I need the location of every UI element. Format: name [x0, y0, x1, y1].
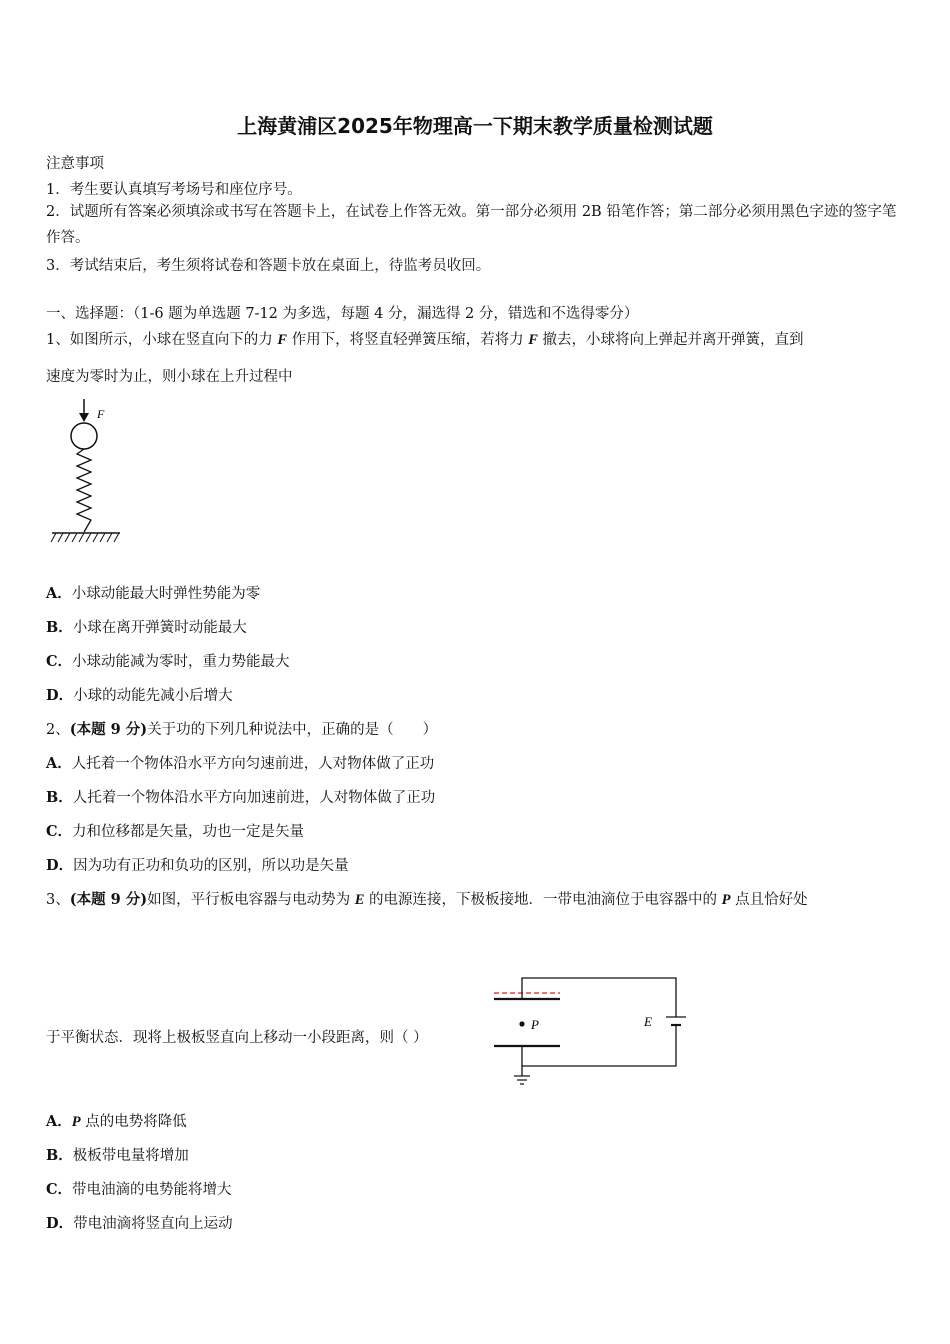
force-label: F — [97, 407, 105, 421]
q1-stem-line2: 速度为零时为止，则小球在上升过程中 — [46, 369, 293, 385]
exam-title: 上海黄浦区2025年物理高一下期末教学质量检测试题 — [237, 114, 713, 138]
q3-option-a[interactable]: A．P 点的电势将降低 — [46, 1113, 187, 1130]
oil-drop-icon — [519, 1021, 524, 1026]
ball-icon — [71, 423, 97, 449]
q1-option-d[interactable]: D．小球的动能先减小后增大 — [46, 687, 233, 704]
q1-stem-line1: 1、如图所示，小球在竖直向下的力 F 作用下，将竖直轻弹簧压缩，若将力 F 撤去，小球将向上弹起并离开弹簧，直到 — [46, 332, 804, 348]
q3-option-d[interactable]: D．带电油滴将竖直向上运动 — [46, 1215, 233, 1232]
ground-icon — [514, 1076, 530, 1084]
notice-item-1: 1．考生要认真填写考场号和座位序号。 — [46, 182, 302, 198]
q1-option-b[interactable]: B．小球在离开弹簧时动能最大 — [46, 619, 247, 636]
q1-option-a[interactable]: A．小球动能最大时弹性势能为零 — [46, 585, 261, 602]
section-heading: 一、选择题：（1-6 题为单选题 7-12 为多选，每题 4 分，漏选得 2 分，错选和不选得零分） — [46, 306, 639, 322]
q3-stem-line2: 于平衡状态．现将上极板竖直向上移动一小段距离，则（ ） — [46, 1030, 428, 1046]
notice-heading: 注意事项 — [46, 156, 104, 172]
notice-item-2: 2．试题所有答案必须填涂或书写在答题卡上，在试卷上作答无效。第一部分必须用 2B 铅笔作答；第二部分必须用黑色字迹的签字笔作答。 — [46, 204, 897, 246]
q3-option-c[interactable]: C．带电油滴的电势能将增大 — [46, 1181, 232, 1198]
q2-option-b[interactable]: B．人托着一个物体沿水平方向加速前进，人对物体做了正功 — [46, 789, 436, 806]
q3-stem-line1: 3、(本题 9 分)如图，平行板电容器与电动势为 E 的电源连接，下极板接地．一带电油滴位于电容器中的 P 点且恰好处 — [46, 891, 808, 908]
q3-option-b[interactable]: B．极板带电量将增加 — [46, 1147, 189, 1164]
q2-option-a[interactable]: A．人托着一个物体沿水平方向匀速前进，人对物体做了正功 — [46, 755, 435, 772]
notice-item-3: 3．考试结束后，考生须将试卷和答题卡放在桌面上，待监考员收回。 — [46, 258, 491, 274]
force-arrow-icon — [79, 413, 89, 422]
q2-stem: 2、(本题 9 分)关于功的下列几种说法中，正确的是（ ） — [46, 721, 438, 738]
point-p-label: P — [531, 1017, 539, 1032]
capacitor-circuit-figure — [488, 972, 698, 1090]
q1-option-c[interactable]: C．小球动能减为零时，重力势能最大 — [46, 653, 290, 670]
spring-ball-figure — [48, 396, 128, 548]
spring-icon — [77, 449, 91, 532]
q2-option-c[interactable]: C．力和位移都是矢量，功也一定是矢量 — [46, 823, 305, 840]
emf-label: E — [644, 1014, 652, 1029]
q2-option-d[interactable]: D．因为功有正功和负功的区别，所以功是矢量 — [46, 857, 349, 874]
